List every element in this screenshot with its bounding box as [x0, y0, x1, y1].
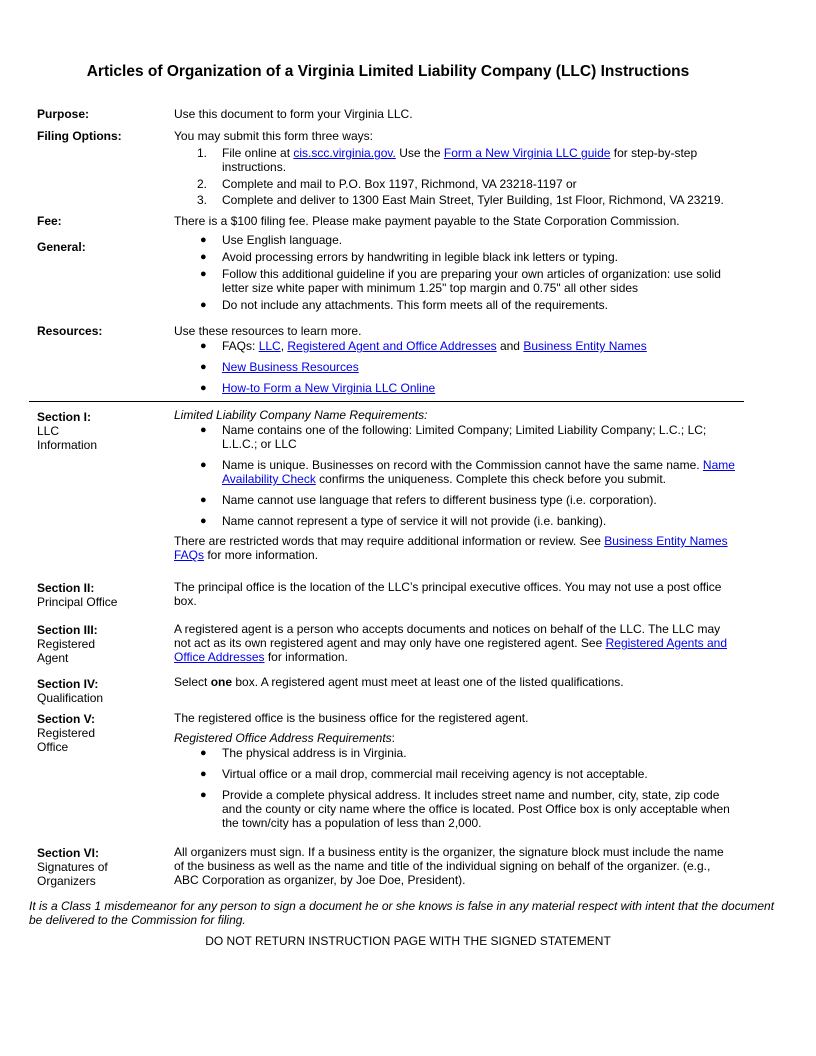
section-2-title: Section II: [37, 581, 95, 595]
section-2-text: The principal office is the location of the LLC’s principal executive offices. You may not use a post office box. [174, 580, 722, 608]
do-not-return-notice: DO NOT RETURN INSTRUCTION PAGE WITH THE SIGNED STATEMENT [205, 934, 611, 948]
general-bullet: Use English language. [222, 233, 343, 247]
section-2-label [37, 581, 117, 609]
name-requirement: Name cannot use language that refers to different business type (i.e. corporation). [222, 493, 657, 507]
section-4-body: Select [174, 675, 211, 689]
faq-registered-agent-link[interactable]: Registered Agent and Office Addresses [287, 339, 497, 353]
section-divider [29, 401, 744, 402]
section-5-title: Section V: [37, 712, 96, 726]
resources-label: Resources: [37, 324, 103, 338]
section-4-label [37, 677, 103, 705]
section-6-title: Section VI: [37, 846, 100, 860]
bullet-icon: ● [200, 789, 207, 801]
office-requirement: Virtual office or a mail drop, commercial mail receiving agency is not acceptable. [222, 767, 648, 781]
restricted-words-note [174, 534, 734, 562]
list-number: 1. [197, 146, 208, 160]
cis-link[interactable]: cis.scc.virginia.gov. [293, 146, 396, 160]
office-requirement: The physical address is in Virginia. [222, 746, 407, 760]
bullet-icon: ● [200, 268, 207, 280]
bullet-icon: ● [200, 768, 207, 780]
section-6-sub: Organizers [37, 874, 96, 888]
section-1-title: Section I: [37, 410, 92, 424]
business-entity-names-faqs-link[interactable]: Business Entity Names FAQs [174, 534, 728, 562]
section-5-sub: Registered [37, 726, 96, 740]
bullet-icon: ● [200, 382, 207, 394]
fee-label: Fee: [37, 214, 62, 228]
general-bullet: Follow this additional guideline if you are preparing your own articles of organization: use solid letter size white paper with minimum 1.25" top margin and 0.75" all other sides [222, 267, 721, 295]
bullet-icon: ● [200, 299, 207, 311]
page-title: Articles of Organization of a Virginia Limited Liability Company (LLC) Instructions [86, 63, 690, 80]
section-1-sub: LLC [37, 424, 60, 438]
name-requirements-heading: Limited Liability Company Name Requirements: [174, 408, 428, 422]
filing-option-text: Use the [395, 146, 444, 160]
misdemeanor-warning: It is a Class 1 misdemeanor for any person to sign a document he or she knows is false in any material respect with intent that the document be delivered to the Commission for filing. [29, 899, 775, 927]
office-requirement: Provide a complete physical address. It includes street name and number, city, state, zip code and the county or city name where the office is located. Post Office box is only acceptable when the town/city has a population of less than 2,000. [222, 788, 730, 830]
faqs-line [222, 339, 742, 353]
section-3-title: Section III: [37, 623, 98, 637]
filing-options-intro: You may submit this form three ways: [174, 129, 373, 143]
section-3-label [37, 623, 98, 665]
section-3-body: A registered agent is a person who accepts documents and notices on behalf of the LLC. The LLC may not act as its own registered agent and may only have one registered agent. See [174, 622, 721, 650]
faqs-and: and [496, 339, 524, 353]
section-4-title: Section IV: [37, 677, 99, 691]
filing-options-label: Filing Options: [37, 129, 122, 143]
section-5-label [37, 712, 95, 754]
filing-option-text: for step-by-step instructions. [222, 146, 698, 174]
filing-option-online [222, 146, 742, 174]
general-bullet: Avoid processing errors by handwriting in legible black ink letters or typing. [222, 250, 618, 264]
purpose-text: Use this document to form your Virginia LLC. [174, 107, 413, 121]
bullet-icon: ● [200, 251, 207, 263]
purpose-label: Purpose: [37, 107, 90, 121]
resources-intro: Use these resources to learn more. [174, 324, 362, 338]
faq-business-entity-names-link[interactable]: Business Entity Names [523, 339, 647, 353]
filing-option-text: File online at [222, 146, 294, 160]
section-4-emphasis: one [210, 675, 233, 689]
restricted-words-text: for more information. [204, 548, 319, 562]
name-availability-check-link[interactable]: Name Availability Check [222, 458, 735, 486]
new-business-item [222, 360, 742, 374]
section-3-text [174, 622, 736, 664]
section-1-label [37, 410, 97, 452]
section-6-label [37, 846, 108, 888]
form-llc-guide-link[interactable]: Form a New Virginia LLC guide [443, 146, 611, 160]
bullet-icon: ● [200, 515, 207, 527]
section-4-body: box. A registered agent must meet at least one of the listed qualifications. [232, 675, 624, 689]
section-4-text [174, 675, 739, 689]
name-requirement-text: confirms the uniqueness. Complete this check before you submit. [315, 472, 667, 486]
filing-option-mail: Complete and mail to P.O. Box 1197, Richmond, VA 23218-1197 or [222, 177, 577, 191]
section-5-sub: Office [37, 740, 69, 754]
section-3-sub: Registered [37, 637, 96, 651]
office-requirements-heading [174, 731, 739, 745]
section-2-sub: Principal Office [37, 595, 118, 609]
list-number: 2. [197, 177, 208, 191]
restricted-words-text: There are restricted words that may require additional information or review. See [174, 534, 605, 548]
bullet-icon: ● [200, 340, 207, 352]
faqs-separator: , [280, 339, 288, 353]
bullet-icon: ● [200, 361, 207, 373]
name-requirement: Name contains one of the following: Limited Company; Limited Liability Company; L.C.; LC; L.L.C.; or LLC [222, 423, 707, 451]
filing-option-deliver: Complete and deliver to 1300 East Main Street, Tyler Building, 1st Floor, Richmond, VA 23219. [222, 193, 724, 207]
section-4-sub: Qualification [37, 691, 104, 705]
faq-llc-link[interactable]: LLC [258, 339, 281, 353]
section-6-text: All organizers must sign. If a business entity is the organizer, the signature block must include the name of the business as well as the name and title of the individual signing on behalf of the organizer. (e.g., ABC Corporation as organizer, by Joe Doe, President). [174, 845, 724, 887]
howto-item [222, 381, 742, 395]
faqs-prefix: FAQs: [222, 339, 259, 353]
name-requirement-text: Name is unique. Businesses on record with the Commission cannot have the same name. [222, 458, 703, 472]
list-number: 3. [197, 193, 208, 207]
section-6-sub: Signatures of [37, 860, 108, 874]
bullet-icon: ● [200, 234, 207, 246]
name-requirement [222, 458, 742, 486]
section-3-sub: Agent [37, 651, 69, 665]
general-label: General: [37, 240, 86, 254]
registered-agents-link[interactable]: Registered Agents and Office Addresses [174, 636, 728, 664]
bullet-icon: ● [200, 459, 207, 471]
fee-text: There is a $100 filing fee. Please make payment payable to the State Corporation Commission. [174, 214, 680, 228]
howto-form-llc-link[interactable]: How-to Form a New Virginia LLC Online [222, 381, 436, 395]
section-1-sub: Information [37, 438, 98, 452]
bullet-icon: ● [200, 494, 207, 506]
general-bullet: Do not include any attachments. This form meets all of the requirements. [222, 298, 608, 312]
office-requirements-title: Registered Office Address Requirements [174, 731, 392, 745]
section-5-text: The registered office is the business office for the registered agent. [174, 711, 529, 725]
office-requirements-colon: : [391, 731, 395, 745]
section-3-body: for information. [264, 650, 348, 664]
new-business-resources-link[interactable]: New Business Resources [222, 360, 359, 374]
bullet-icon: ● [200, 424, 207, 436]
name-requirement: Name cannot represent a type of service it will not provide (i.e. banking). [222, 514, 607, 528]
bullet-icon: ● [200, 747, 207, 759]
